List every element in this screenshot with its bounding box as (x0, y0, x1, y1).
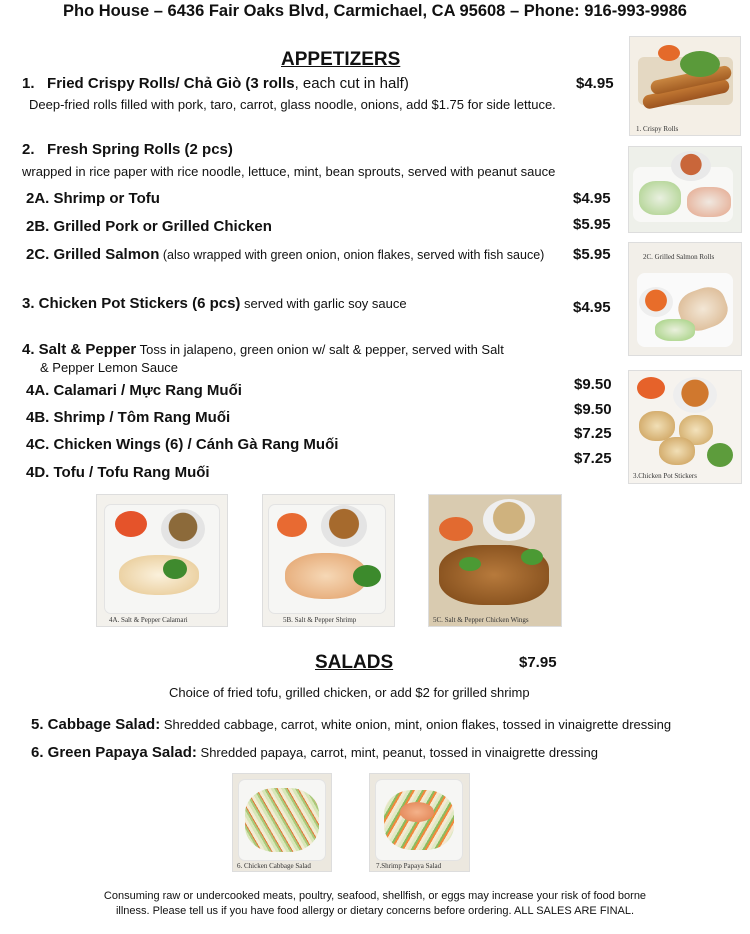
item-4c-price: $7.25 (574, 425, 612, 442)
item-4c-name: 4C. Chicken Wings (6) / Cánh Gà Rang Muối (26, 436, 339, 453)
item-1-name-b: 3 rolls (250, 75, 295, 92)
salad-6-name: 6. Green Papaya Salad: (31, 744, 197, 761)
pot-stickers-caption: 3.Chicken Pot Stickers (633, 472, 697, 480)
salad-6-line (31, 744, 598, 762)
cabbage-salad-photo (232, 773, 332, 872)
item-4-desc: Toss in jalapeno, green onion w/ salt & pepper, served with Salt (136, 342, 504, 357)
item-4b-name: 4B. Shrimp / Tôm Rang Muối (26, 409, 231, 426)
item-4-desc-2: & Pepper Lemon Sauce (40, 360, 179, 375)
cabbage-salad-caption: 6. Chicken Cabbage Salad (237, 862, 311, 870)
papaya-salad-caption: 7.Shrimp Papaya Salad (376, 862, 442, 870)
item-1-price: $4.95 (576, 75, 614, 92)
item-4b-price: $9.50 (574, 401, 612, 418)
item-1-desc: Deep-fried rolls filled with pork, taro, carrot, glass noodle, onions, add $1.75 for side lettuce. (29, 97, 556, 112)
item-2b-price: $5.95 (573, 216, 611, 233)
item-3-line (22, 295, 407, 313)
item-4a-name: 4A. Calamari / Mực Rang Muối (26, 382, 242, 399)
pot-stickers-photo (628, 370, 742, 484)
item-4a-price: $9.50 (574, 376, 612, 393)
item-2b-name: 2B. Grilled Pork or Grilled Chicken (26, 218, 272, 235)
restaurant-header: Pho House – 6436 Fair Oaks Blvd, Carmichael, CA 95608 – Phone: 916-993-9986 (63, 2, 687, 20)
salads-title: SALADS (315, 652, 394, 673)
item-2a-price: $4.95 (573, 190, 611, 207)
salad-6-desc: Shredded papaya, carrot, mint, peanut, tossed in vinaigrette dressing (196, 745, 598, 760)
crispy-rolls-caption: 1. Crispy Rolls (636, 125, 679, 133)
item-2-name (22, 141, 233, 158)
item-4d-price: $7.25 (574, 450, 612, 467)
item-2-number: 2. (22, 141, 35, 158)
item-1-name-c: , each cut in half) (294, 75, 409, 92)
wings-caption: 5C. Salt & Pepper Chicken Wings (433, 616, 529, 624)
item-2c-price: $5.95 (573, 246, 611, 263)
item-1-name-a: Fried Crispy Rolls/ Chả Giò ( (47, 75, 251, 92)
salmon-rolls-photo (628, 242, 742, 356)
salads-choice: Choice of fried tofu, grilled chicken, or add $2 for grilled shrimp (169, 685, 530, 700)
shrimp-photo (262, 494, 395, 627)
item-3-price: $4.95 (573, 299, 611, 316)
disclaimer-line-1: Consuming raw or undercooked meats, poultry, seafood, shellfish, or eggs may increase your risk of food borne (103, 890, 647, 902)
salad-5-desc: Shredded cabbage, carrot, white onion, mint, onion flakes, tossed in vinaigrette dressing (160, 717, 672, 732)
item-2a-name: 2A. Shrimp or Tofu (26, 190, 160, 207)
crispy-rolls-photo (629, 36, 741, 136)
disclaimer-line-2: illness. Please tell us if you have food allergy or dietary concerns before ordering. ALL SALES ARE FINAL. (115, 905, 635, 917)
item-3-desc: served with garlic soy sauce (240, 296, 407, 311)
wings-photo (428, 494, 562, 627)
item-3-name: 3. Chicken Pot Stickers (6 pcs) (22, 295, 241, 312)
spring-rolls-photo (628, 146, 742, 233)
item-2c-line (26, 246, 544, 264)
calamari-photo (96, 494, 228, 627)
appetizers-title: APPETIZERS (281, 49, 401, 70)
item-2-desc: wrapped in rice paper with rice noodle, lettuce, mint, bean sprouts, served with peanut sauce (22, 164, 556, 179)
item-2c-name: 2C. Grilled Salmon (26, 246, 160, 263)
allergy-disclaimer (0, 889, 750, 919)
item-1-name (22, 75, 409, 92)
shrimp-caption: 5B. Salt & Pepper Shrimp (283, 616, 357, 624)
item-4d-name: 4D. Tofu / Tofu Rang Muối (26, 464, 210, 481)
item-4-line (22, 341, 504, 359)
item-2-title: Fresh Spring Rolls (2 pcs) (47, 141, 233, 158)
item-4-name: 4. Salt & Pepper (22, 341, 137, 358)
salmon-rolls-caption: 2C. Grilled Salmon Rolls (643, 253, 715, 261)
salad-5-name: 5. Cabbage Salad: (31, 716, 161, 733)
item-2c-note: (also wrapped with green onion, onion flakes, served with fish sauce) (159, 248, 545, 262)
papaya-salad-photo (369, 773, 470, 872)
item-1-number: 1. (22, 75, 35, 92)
salads-price: $7.95 (519, 654, 557, 671)
calamari-caption: 4A. Salt & Pepper Calamari (109, 616, 188, 624)
salad-5-line (31, 716, 671, 734)
